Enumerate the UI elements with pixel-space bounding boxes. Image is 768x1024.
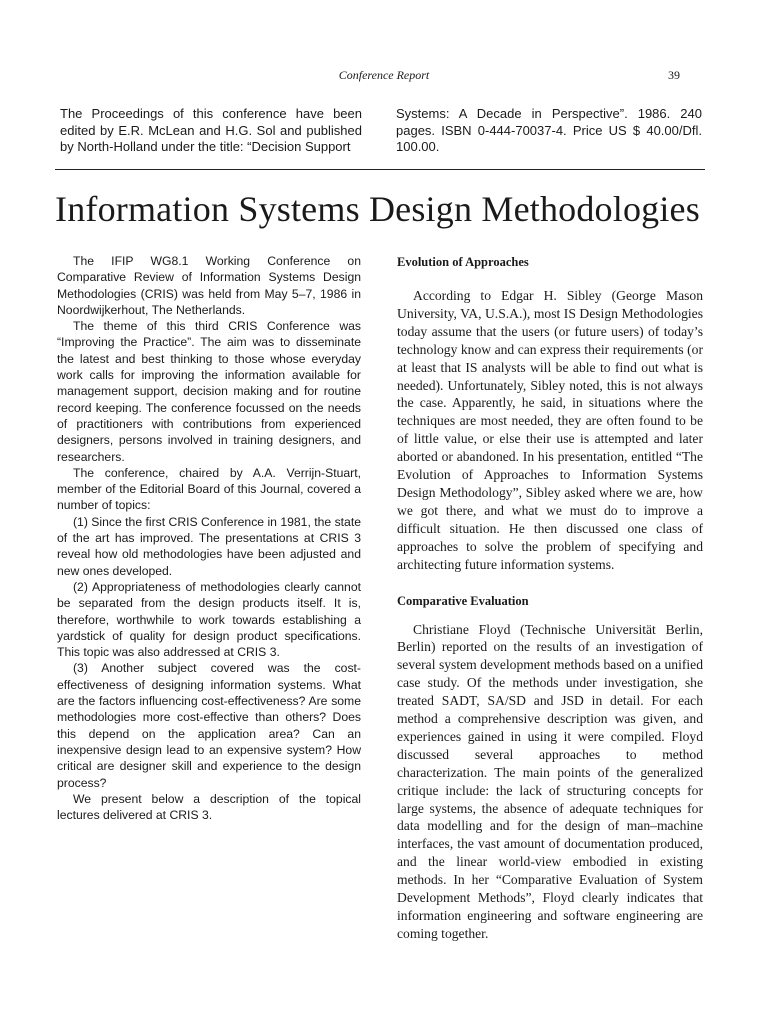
paragraph: (2) Appropriateness of methodologies clearly cannot be separated from the design products itself. It is, therefore, worthwhile to work towards establishing a yardstick of quality for design product specifications. This topic was also addressed at CRIS 3. (57, 579, 361, 660)
proceedings-note-right: Systems: A Decade in Perspective”. 1986. 240 pages. ISBN 0-444-70037-4. Price US $ 40.00/Dfl. 100.00. (396, 106, 702, 154)
article-title: Information Systems Design Methodologies (55, 189, 700, 229)
paragraph: We present below a description of the topical lectures delivered at CRIS 3. (57, 791, 361, 823)
paragraph: The theme of this third CRIS Conference was “Improving the Practice”. The aim was to disseminate the latest and best thinking to those whose everyday work calls for improving the information available for management support, decision making and for routine record keeping. The conference focussed on the needs of practitioners with contributions from experienced designers, persons involved in training designers, and researchers. (57, 319, 361, 464)
section-heading: Comparative Evaluation (397, 593, 529, 608)
section-divider (55, 169, 705, 170)
left-column (57, 253, 361, 823)
paragraph: The IFIP WG8.1 Working Conference on Comparative Review of Information Systems Design Methodologies (CRIS) was held from May 5–7, 1986 in Noordwijkerhout, The Netherlands. (57, 254, 361, 317)
paragraph: (1) Since the first CRIS Conference in 1981, the state of the art has improved. The presentations at CRIS 3 reveal how old methodologies have been adjusted and new ones developed. (57, 514, 361, 578)
section-body: Christiane Floyd (Technische Universität Berlin, Berlin) reported on the results of an investigation of several system development methods based on a unified case study. Of the methods under investigation, she treated SADT, SA/SD and JSD in detail. For each method a comprehensive description was given, and experiences gained in using it were compiled. Floyd discussed several approaches to method characterization. The main points of the generalized critique include: the lack of structuring concepts for large systems, the absence of adequate techniques for data modelling and for the design of man–machine interfaces, the vast amount of documentation produced, and the linear world-view embodied in existing methods. In her “Comparative Evaluation of System Development Methods”, Floyd clearly indicates that information engineering and software engineering are coming together. (397, 621, 703, 941)
paragraph: The conference, chaired by A.A. Verrijn-Stuart, member of the Editorial Board of this Journal, covered a number of topics: (57, 465, 361, 513)
right-column (397, 255, 703, 943)
proceedings-note-left: The Proceedings of this conference have been edited by E.R. McLean and H.G. Sol and published by North-Holland under the title: “Decision Support (60, 106, 362, 154)
page-number: 39 (668, 68, 680, 82)
running-head: Conference Report (338, 68, 430, 82)
section-body: According to Edgar H. Sibley (George Mason University, VA, U.S.A.), most IS Design Methodologies today assume that the users (or future users) of today’s technology know and can express their requirements (or at least that IS analysts will be able to find out what is needed). Unfortunately, Sibley noted, this is not always the case. Apparently, he said, in situations where the techniques are most needed, they are often found to be of little value, or else their use is attempted and later aborted or abandoned. In his presentation, entitled “The Evolution of Approaches to Information Systems Design Methodology”, Sibley asked where we are, how we got there, and what we must do to improve a difficult situation. He then discussed one class of approaches to solve the problem of specifying and architecting future information systems. (397, 288, 703, 572)
paragraph: (3) Another subject covered was the cost-effectiveness of designing information systems. What are the factors influencing cost-effectiveness? Are some methodologies more cost-effective than others? Does this depend on the application area? Can an inexpensive design lead to an expensive system? How critical are designer skill and experience to the design process? (57, 661, 361, 790)
section-heading: Evolution of Approaches (397, 255, 529, 269)
